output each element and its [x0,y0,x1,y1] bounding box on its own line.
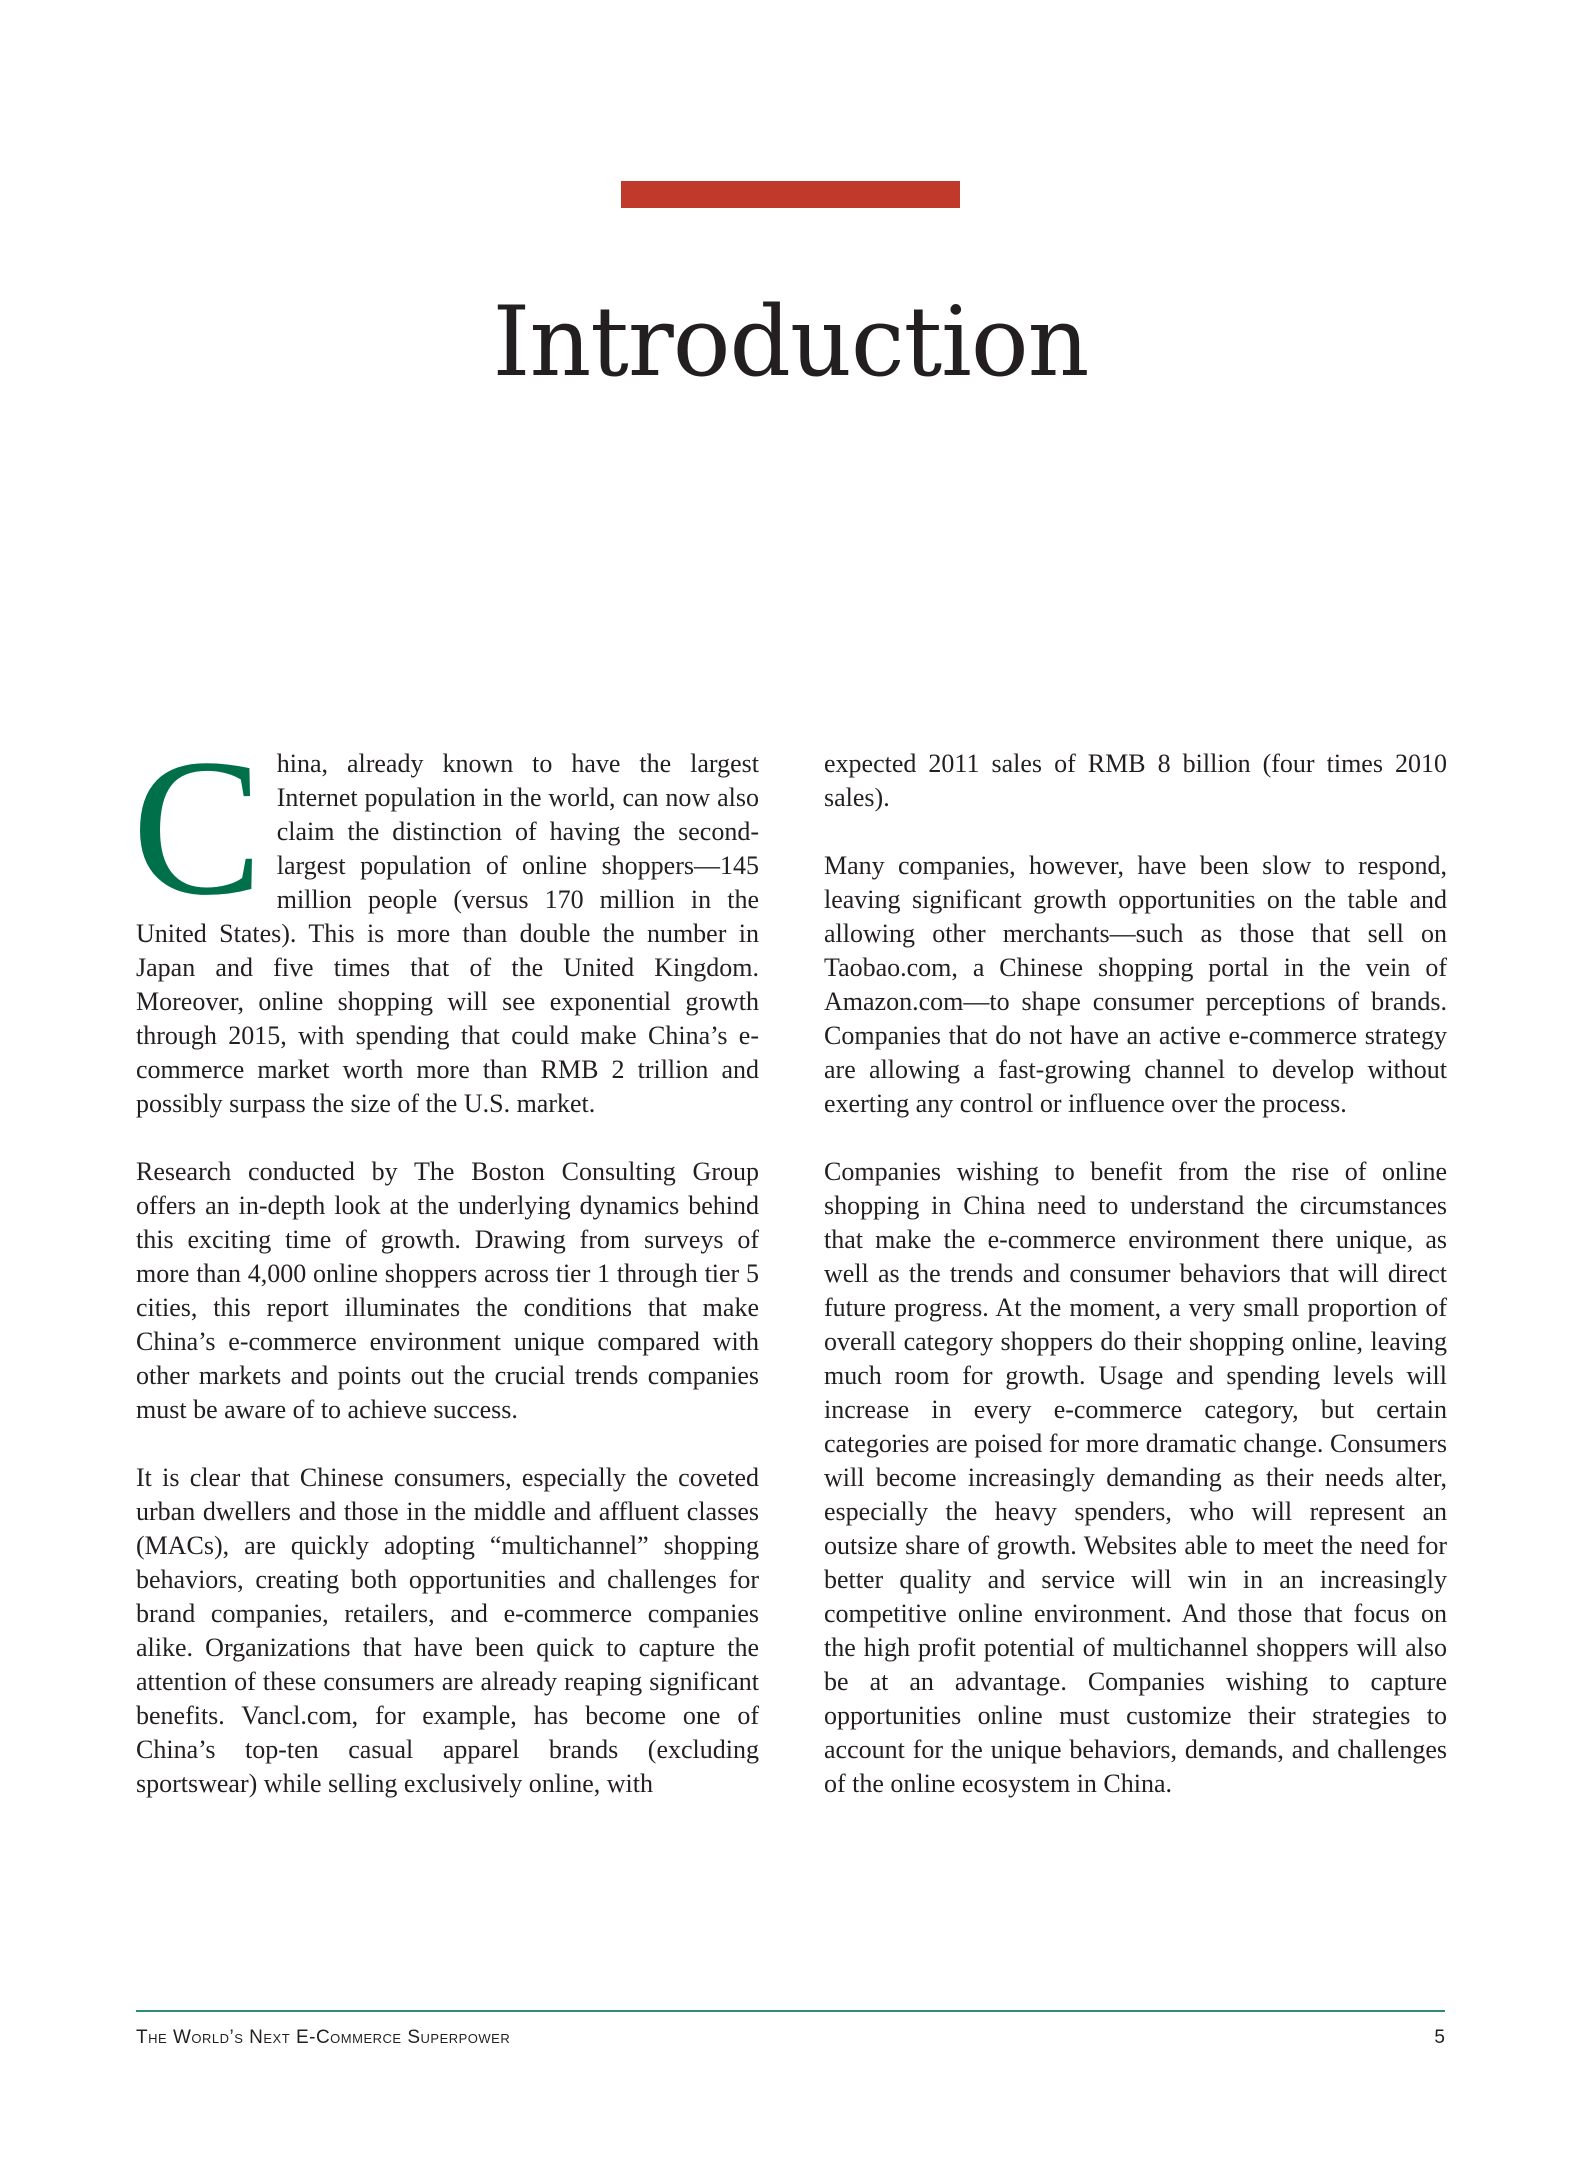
paragraph: Many companies, however, have been slow to respond, leaving significant growth opportunities on the table and allowing other merchants—such as those that sell on Taobao.com, a Chinese shopping portal in the vein of Amazon.com—to shape consumer perceptions of brands. Companies that do not have an active e-commerce strategy are allowing a fast-growing channel to develop without exerting any control or influence over the process. [824,851,1447,1118]
paragraph-text: hina, already known to have the largest Internet population in the world, can now also claim the distinction of having the second-largest population of online shoppers—145 million people (versus 170 million in the United States). This is more than double the number in Japan and five times that of the United Kingdom. Moreover, online shopping will see exponential growth through 2015, with spending that could make China’s e-commerce market worth more than RMB 2 trillion and possibly surpass the size of the U.S. market. [136,749,759,1118]
paragraph: Research conducted by The Boston Consulting Group offers an in-depth look at the underlying dynamics behind this exciting time of growth. Drawing from surveys of more than 4,000 online shoppers across tier 1 through tier 5 cities, this report illuminates the conditions that make China’s e-commerce environment unique compared with other markets and points out the crucial trends companies must be aware of to achieve success. [136,1157,759,1424]
paragraph: expected 2011 sales of RMB 8 billion (four times 2010 sales). [824,749,1447,812]
footer-rule [136,2010,1445,2012]
running-title: The World’s Next E-Commerce Superpower [136,2027,511,2048]
right-column [824,747,1447,1835]
page-number: 5 [1434,2027,1445,2048]
title-accent-bar [621,181,960,208]
paragraph: Companies wishing to benefit from the rise of online shopping in China need to understand the circumstances that make the e-commerce environment there unique, as well as the trends and consumer behaviors that will direct future progress. At the moment, a very small proportion of overall category shoppers do their shopping online, leaving much room for growth. Usage and spending levels will increase in every e-commerce category, but certain categories are poised for more dramatic change. Consumers will become increasingly demanding as their needs alter, especially the heavy spenders, who will represent an outsize share of growth. Websites able to meet the need for better quality and service will win in an increasingly competitive online environment. And those that focus on the high profit potential of multichannel shoppers will also be at an advantage. Companies wishing to capture opportunities online must customize their strategies to account for the unique behaviors, demands, and challenges of the online ecosystem in China. [824,1157,1447,1798]
paragraph: It is clear that Chinese consumers, especially the coveted urban dwellers and those in the middle and affluent classes (MACs), are quickly adopting “multichannel” shopping behaviors, creating both opportunities and challenges for brand companies, retailers, and e-commerce companies alike. Organizations that have been quick to capture the attention of these consumers are already reaping significant benefits. Vancl.com, for example, has become one of China’s top-ten casual apparel brands (excluding sportswear) while selling exclusively online, with [136,1463,759,1798]
left-column [132,719,759,1835]
paragraph [132,719,759,1121]
drop-cap: C [132,719,263,936]
page-title: Introduction [492,286,1089,398]
